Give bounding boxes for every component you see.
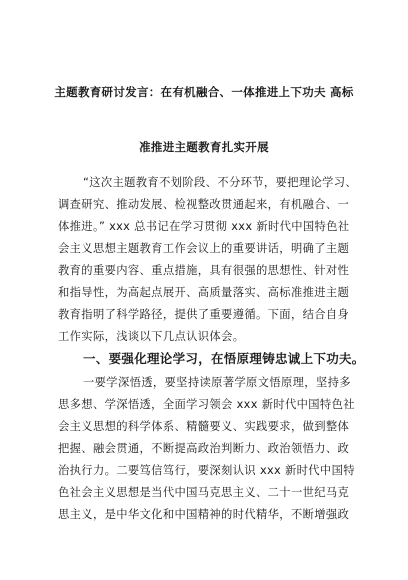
paragraph-1-line-8: 工作实际，浅谈以下几点认识体会。 bbox=[58, 330, 245, 343]
document-title-line-2: 准推进主题教育扎实开展 bbox=[139, 140, 269, 154]
paragraph-1-line-7: 教育指明了科学路径，提供了重要遵循。下面，结合自身 bbox=[58, 308, 350, 321]
paragraph-2-line-7: 思主义，是中华文化和中国精神的时代精华，不断增强政 bbox=[58, 508, 350, 521]
paragraph-2-line-2: 思多想、学深悟透，全面学习领会 xxx 新时代中国特色社 bbox=[58, 398, 355, 411]
section-heading-1: 一、要强化理论学习，在悟原理铸忠诚上下功夫。 bbox=[83, 351, 365, 366]
document-title-line-1: 主题教育研讨发言：在有机融合、一体推进上下功夫 高标 bbox=[54, 85, 354, 99]
paragraph-2-line-6: 色社会主义思想是当代中国马克思主义、二十一世纪马克 bbox=[58, 486, 350, 499]
paragraph-1-line-1: “这次主题教育不划阶段、不分环节，要把理论学习、 bbox=[83, 176, 358, 189]
paragraph-1-line-3: 体推进。” xxx 总书记在学习贯彻 xxx 新时代中国特色社 bbox=[58, 220, 350, 233]
paragraph-2-line-1: 一要学深悟透，要坚持读原著学原文悟原理，坚持多 bbox=[83, 376, 351, 389]
paragraph-1-line-4: 会主义思想主题教育工作会议上的重要讲话，明确了主题 bbox=[58, 242, 350, 255]
paragraph-1-line-5: 教育的重要内容、重点措施，具有很强的思想性、针对性 bbox=[58, 264, 350, 277]
paragraph-2-line-3: 会主义思想的科学体系、精髓要义、实践要求，做到整体 bbox=[58, 420, 350, 433]
paragraph-2-line-4: 把握、融会贯通，不断提高政治判断力、政治领悟力、政 bbox=[58, 442, 350, 455]
paragraph-1-line-2: 调查研究、推动发展、检视整改贯通起来，有机融合、一 bbox=[58, 198, 350, 211]
paragraph-2-line-5: 治执行力。二要笃信笃行，要深刻认识 xxx 新时代中国特 bbox=[58, 464, 355, 477]
paragraph-1-line-6: 和指导性，为高起点展开、高质量落实、高标准推进主题 bbox=[58, 286, 350, 299]
